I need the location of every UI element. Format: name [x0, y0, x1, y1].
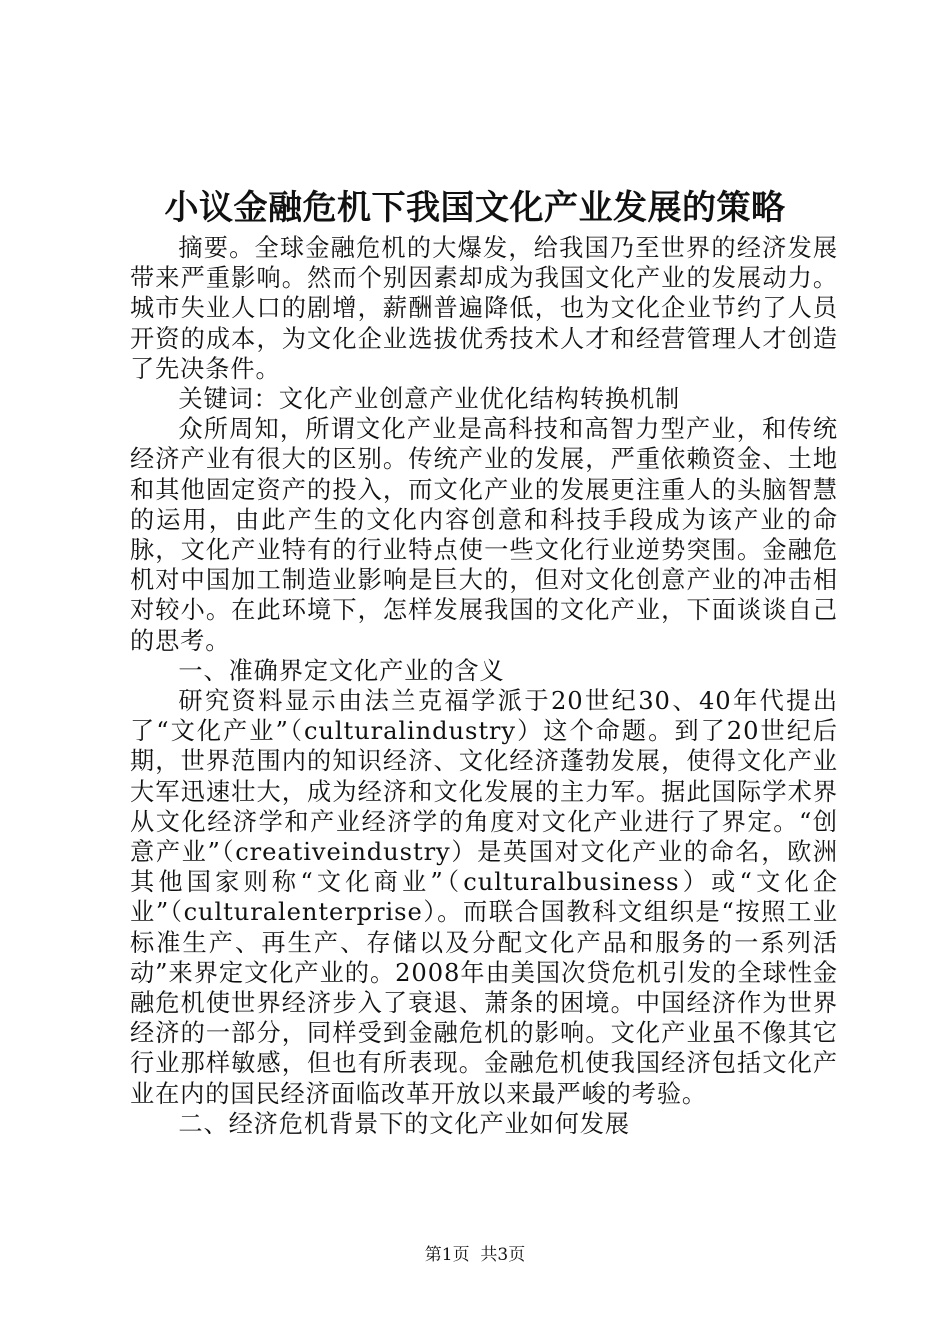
section-heading-1: 一、准确界定文化产业的含义 [178, 656, 505, 685]
intro-paragraph: 众所周知，所谓文化产业是高科技和高智力型产业，和传统经济产业有很大的区别。传统产业的发展，严重依赖资金、土地和其他固定资产的投入，而文化产业的发展更注重人的头脑智慧的运用，由此产生的文化内容创意和科技手段成为该产业的命脉，文化产业特有的行业特点使一些文化行业逆势突围。金融危机对中国加工制造业影响是巨大的，但对文化创意产业的冲击相对较小。在此环境下，怎样发展我国的文化产业，下面谈谈自己的思考。 [130, 415, 838, 655]
document-title: 小议金融危机下我国文化产业发展的策略 [164, 188, 786, 228]
document-body [130, 233, 838, 1139]
page-footer [0, 1244, 950, 1266]
section-heading-2: 二、经济危机背景下的文化产业如何发展 [178, 1109, 630, 1138]
abstract-paragraph: 摘要。全球金融危机的大爆发，给我国乃至世界的经济发展带来严重影响。然而个别因素却成为我国文化产业的发展动力。城市失业人口的剧增，薪酬普遍降低，也为文化企业节约了人员开资的成本，为文化企业选拔优秀技术人才和经营管理人才创造了先决条件。 [130, 234, 838, 383]
page-number: 第1页 共3页 [424, 1245, 526, 1265]
section-1-paragraph: 研究资料显示由法兰克福学派于20世纪30、40年代提出了“文化产业”（culturalindustry）这个命题。到了20世纪后期，世界范围内的知识经济、文化经济蓬勃发展，使得文化产业大军迅速壮大，成为经济和文化发展的主力军。据此国际学术界从文化经济学和产业经济学的角度对文化产业进行了界定。“创意产业”（creativeindustry）是英国对文化产业的命名，欧洲其他国家则称“文化商业”（culturalbusiness）或“文化企业”（culturalenterprise）。而联合国教科文组织是“按照工业标准生产、再生产、存储以及分配文化产品和服务的一系列活动”来界定文化产业的。2008年由美国次贷危机引发的全球性金融危机使世界经济步入了衰退、萧条的困境。中国经济作为世界经济的一部分，同样受到金融危机的影响。文化产业虽不像其它行业那样敏感，但也有所表现。金融危机使我国经济包括文化产业在内的国民经济面临改革开放以来最严峻的考验。 [130, 687, 838, 1108]
keywords-paragraph: 关键词：文化产业创意产业优化结构转换机制 [178, 385, 681, 414]
